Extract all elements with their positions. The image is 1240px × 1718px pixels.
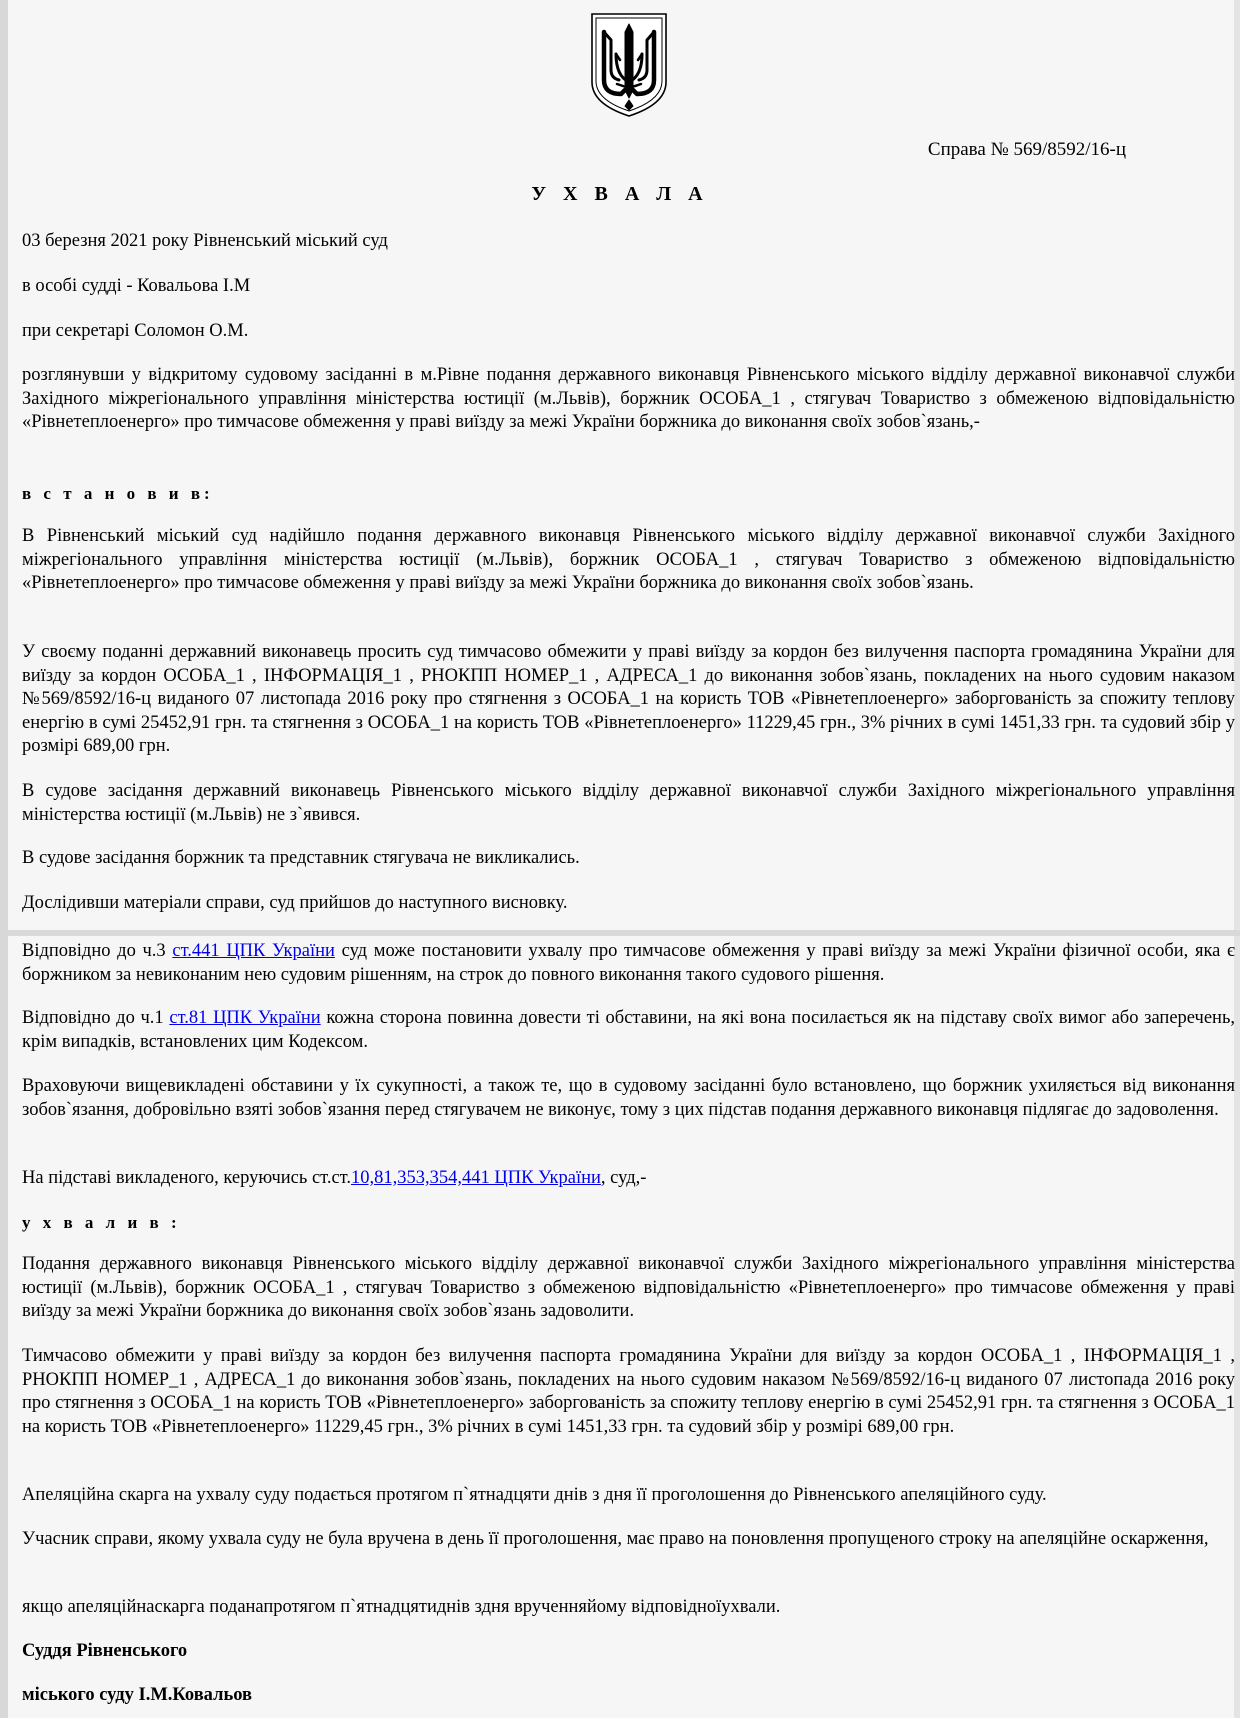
resolved-paragraph-1: Подання державного виконавця Рівненського міського відділу державної виконавчої служби Західного міжрегіонального управління міністерства юстиції (м.Львів), боржник ОСОБА_1 , стягувач Товариство з обмеженою відповідальністю «Рівнетеплоенерго» про тимчасове обмеження у праві виїзду за межі України боржника до виконання своїх зобов`язань задоволити. bbox=[22, 1254, 1235, 1321]
reasoning-paragraph-4 bbox=[22, 1167, 1235, 1191]
signature-line-2: міського суду І.М.Ковальов bbox=[22, 1685, 253, 1705]
law-link-article-441[interactable]: ст.441 ЦПК України bbox=[172, 941, 335, 961]
resolved-paragraph-2: Тимчасово обмежити у праві виїзду за кордон без вилучення паспорта громадянина України для виїзду за кордон ОСОБА_1 , ІНФОРМАЦІЯ_1 , РНОКПП НОМЕР_1 , АДРЕСА_1 до виконання зобов`язань, покладених на нього судовим наказом №569/8592/16-ц виданого 07 листопада 2016 року про стягнення з ОСОБА_1 на користь ТОВ «Рівнетеплоенерго» заборгованість за спожиту теплову енергію в сумі 25452,91 грн. та стягнення з ОСОБА_1 на користь ТОВ «Рівнетеплоенерго» 11229,45 грн., 3% річних в сумі 1451,33 грн. та судовий збір у розмірі 689,00 грн. bbox=[22, 1346, 1235, 1437]
reasoning-text: суд може постановити ухвалу про тимчасове обмеження у праві виїзду за межі України фізичної особи, яка є боржником за невиконаним нею судовим рішенням, на строк до повного виконання такого судового рішення. bbox=[22, 941, 1235, 985]
case-description: розглянувши у відкритому судовому засіданні в м.Рівне подання державного виконавця Рівненського міського відділу державної виконавчої служби Західного міжрегіонального управління міністерства юстиції (м.Львів), боржник ОСОБА_1 , стягувач Товариство з обмеженою відповідальністю «Рівнетеплоенерго» про тимчасове обмеження у праві виїзду за межі України боржника до виконання своїх зобов`язань,- bbox=[22, 365, 1235, 432]
section-heading-resolved: у х в а л и в : bbox=[22, 1213, 181, 1232]
established-paragraph-2: У своєму поданні державний виконавець просить суд тимчасово обмежити у праві виїзду за кордон без вилучення паспорта громадянина України для виїзду за кордон ОСОБА_1 , ІНФОРМАЦІЯ_1 , РНОКПП НОМЕР_1 , АДРЕСА_1 до виконання зобов`язань, покладених на нього судовим наказом №569/8592/16-ц виданого 07 листопада 2016 року про стягнення з ОСОБА_1 на користь ТОВ «Рівнетеплоенерго» заборгованість за спожиту теплову енергію в сумі 25452,91 грн. та стягнення з ОСОБА_1 на користь ТОВ «Рівнетеплоенерго» 11229,45 грн., 3% річних в сумі 1451,33 грн. та судовий збір у розмірі 689,00 грн. bbox=[22, 642, 1235, 756]
reasoning-paragraph-1 bbox=[22, 940, 1235, 987]
resolved-paragraph-4: Учасник справи, якому ухвала суду не була вручена в день її проголошення, має право на поновлення пропущеного строку на апеляційне оскарження, bbox=[22, 1529, 1209, 1549]
reasoning-text: Відповідно до ч.3 bbox=[22, 941, 173, 961]
reasoning-text: Відповідно до ч.1 bbox=[22, 1008, 170, 1028]
page-left-border bbox=[0, 0, 8, 1718]
established-paragraph-1: В Рівненський міський суд надійшло подання державного виконавця Рівненського міського відділу державної виконавчої служби Західного міжрегіонального управління міністерства юстиції (м.Львів), боржник ОСОБА_1 , стягувач Товариство з обмеженою відповідальністю «Рівнетеплоенерго» про тимчасове обмеження у праві виїзду за межі України боржника до виконання своїх зобов`язань. bbox=[22, 526, 1235, 593]
reasoning-text: , суд,- bbox=[600, 1168, 647, 1188]
reasoning-paragraph-3: Враховуючи вищевикладені обставини у їх сукупності, а також те, що в судовому засіданні було встановлено, що боржник ухиляється від виконання зобов`язання, добровільно взяті зобов`язання перед стягувачем не виконує, тому з цих підстав подання державного виконавця підлягає до задоволення. bbox=[22, 1076, 1235, 1120]
signature-line-1: Суддя Рівненського bbox=[22, 1641, 188, 1661]
document-title: У Х В А Л А bbox=[531, 183, 709, 205]
judge-line: в особі судді - Ковальова І.М bbox=[22, 276, 251, 296]
established-paragraph-3: В судове засідання державний виконавець Рівненського міського відділу державної виконавчої служби Західного міжрегіонального управління міністерства юстиції (м.Львів) не з`явився. bbox=[22, 781, 1235, 825]
law-link-article-81[interactable]: ст.81 ЦПК України bbox=[169, 1008, 321, 1028]
law-link-articles-list[interactable]: 10,81,353,354,441 ЦПК України bbox=[351, 1168, 601, 1188]
reasoning-paragraph-2 bbox=[22, 1007, 1235, 1054]
resolved-paragraph-5: якщо апеляційнаскарга поданапротягом п`ятнадцятиднів здня врученняйому відповідноїухвали. bbox=[22, 1597, 781, 1617]
coat-of-arms-icon bbox=[579, 12, 679, 118]
established-paragraph-5: Дослідивши матеріали справи, суд прийшов до наступного висновку. bbox=[22, 893, 568, 913]
court-date-line: 03 березня 2021 року Рівненський міський суд bbox=[22, 231, 388, 251]
section-heading-established: в с т а н о в и в: bbox=[22, 484, 214, 503]
case-number: Справа № 569/8592/16-ц bbox=[927, 139, 1126, 160]
reasoning-text: На підставі викладеного, керуючись ст.ст. bbox=[22, 1168, 351, 1188]
established-paragraph-4: В судове засідання боржник та представник стягувача не викликались. bbox=[22, 848, 580, 868]
resolved-paragraph-3: Апеляційна скарга на ухвалу суду подається протягом п`ятнадцяти днів з дня її проголошення до Рівненського апеляційного суду. bbox=[22, 1485, 1047, 1505]
secretary-line: при секретарі Соломон О.М. bbox=[22, 321, 249, 341]
reasoning-text: кожна сторона повинна довести ті обставини, на які вона посилається як на підставу своїх вимог або заперечень, крім випадків, встановлених цим Кодексом. bbox=[22, 1008, 1236, 1052]
